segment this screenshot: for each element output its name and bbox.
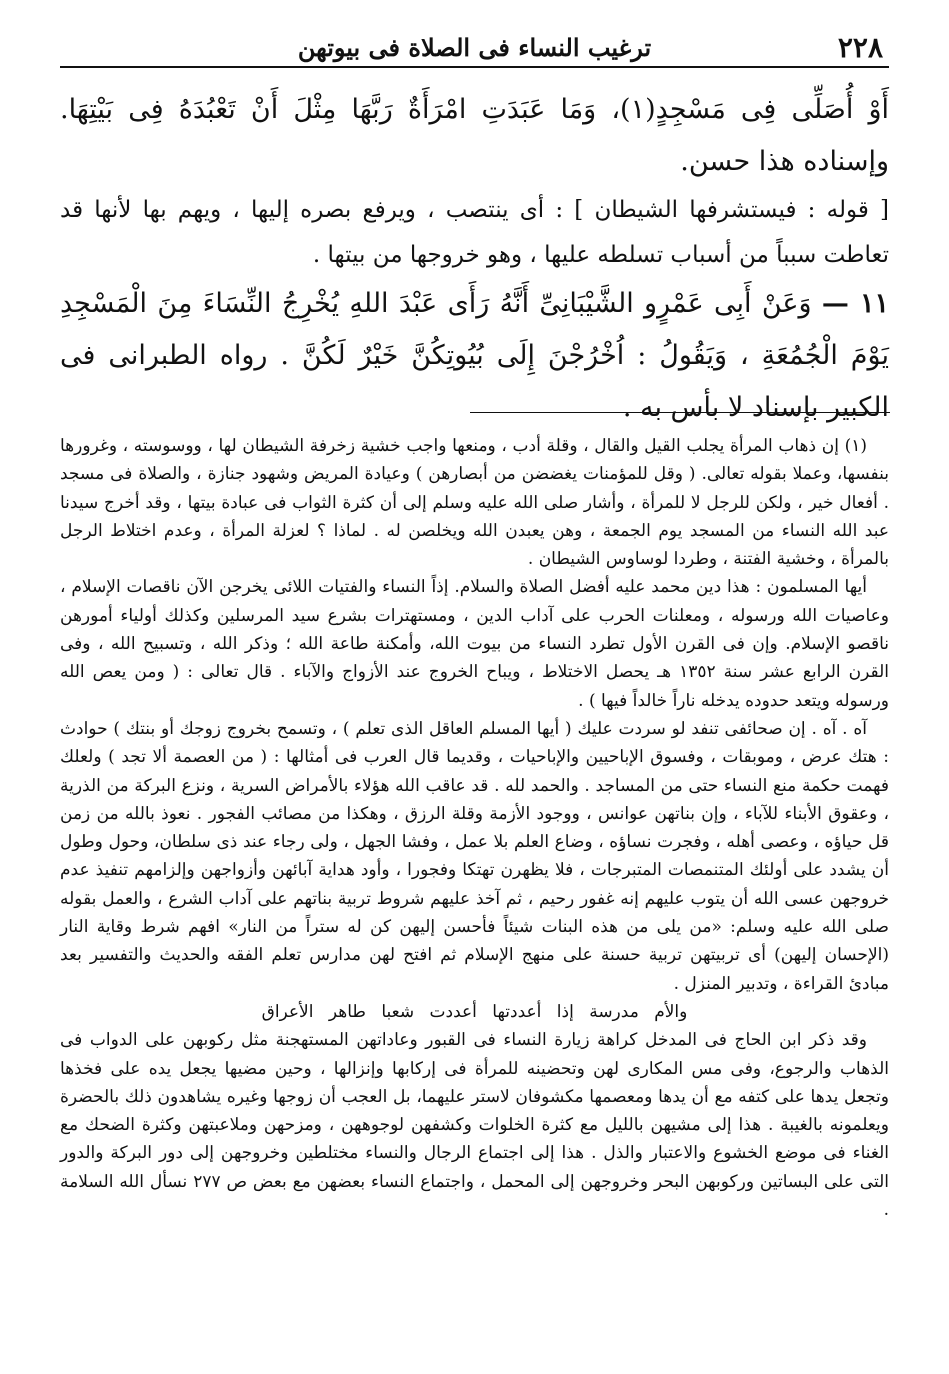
commentary-paragraph: [ قوله : فيستشرفها الشيطان ] : أى ينتصب ، ويرفع بصره إليها ، ويهم بها لأنها قد تعاطت سبباً من أسباب تسلطه عليها ، وهو خروجها من بيتها . [60, 197, 889, 268]
footnotes [60, 432, 889, 1224]
footnote-paragraph-3: آه . آه . إن صحائفى تنفد لو سردت عليك ( أيها المسلم العاقل الذى تعلم ) ، وتسمح بخروج زوجك أو بنتك ) حوادث : هتك عرض ، وموبقات ، وفسوق الإباحيين والإباحيات ، وقديما قال العرب فى أمثالها : ( من العصمة ألا تجد ) ولعلك فهمت حكمة منع النساء حتى من المساجد . والحمد لله . قد عاقب الله هؤلاء بالأمراض السرية ، ونزع البركة من الذرية ، وعقوق الأبناء للآباء ، وإن بناتهن عوانس ، ووجود الأزمة وقلة الرزق ، وهكذا من مصائب الفجور . نعوذ بالله من زمن قل حياؤه ، وعصى أهله ، وفجرت نساؤه ، وضاع العلم بلا عمل ، وفشا الجهل ، ولى رجاء عند ذى سلطان، وحول وطول أن يشدد على أولئك المتنمصات المتبرجات ، فلا يظهرن تهتكا وفجورا ، وأود هداية آبائهن وأزواجهن وإلزامهم تنفيذ عدم خروجهن عسى الله أن يتوب عليهم إنه غفور رحيم ، ثم آخذ عليهم شروط تربية بناتهم على آداب الشرع ، والعمل بقوله صلى الله عليه وسلم: «من يلى من هذه البنات شيئاً فأحسن إليهن كن له ستراً من النار» افهم شرط وقاية النار (الإحسان إليهن) أى تربيتهن تربية حسنة على منهج الإسلام ثم افتح لهن مدارس تعلم الفقه والحديث والتفسير بعد مبادئ القراءة ، وتدبير المنزل . [60, 718, 889, 994]
running-title: ترغيب النساء فى الصلاة فى بيوتهن [297, 33, 652, 62]
footnote-paragraph-1: (١) إن ذهاب المرأة يجلب القيل والقال ، وقلة أدب ، ومنعها واجب خشية زخرفة الشيطان لها ، ووسوسته ، وغرورها بنفسها، وعملا بقوله تعالى. ( وقل للمؤمنات يغضضن من أبصارهن ) وعيادة المريض وشهود جنازة ، والصلاة فى مسجد . أفعال خير ، ولكن للرجل لا للمرأة ، وأشار صلى الله عليه وسلم إلى أن كثرة الثواب فى عبادة بيتها ، وقد أخرج سيدنا عبد الله النساء من المسجد يوم الجمعة ، وهن يعبدن الله ويخلصن له . لماذا ؟ لعزلة المرأة ، وعدم اختلاط الرجل بالمرأة ، وخشية الفتنة ، وطردا لوساوس الشيطان . [60, 436, 889, 570]
page-header [60, 26, 889, 68]
hadith-11-text: وَعَنْ أَبِى عَمْرٍو الشَّيْبَانِىِّ أَنَّهُ رَأَى عَبْدَ اللهِ يُخْرِجُ النِّسَاءَ مِنَ الْمَسْجِدِ يَوْمَ الْجُمُعَةِ ، وَيَقُولُ : اُخْرُجْنَ إِلَى بُيُوتِكُنَّ خَيْرٌ لَكُنَّ . رواه الطبرانى فى الكبير بإسناد لا بأس به . [60, 288, 889, 423]
footnote-paragraph-2: أيها المسلمون : هذا دين محمد عليه أفضل الصلاة والسلام. إذاً النساء والفتيات اللائى يخرجن الآن ناقصات الإسلام ، وعاصيات الله ورسوله ، ومعلنات الحرب على آداب الدين ، ومستهترات بشرع سيد المرسلين وكذلك أولياء أمورهن ناقصو الإسلام. وإن فى القرن الأول تطرد النساء من بيوت الله، وأمكنة طاعة الله ؛ وذكر الله ، وتسبيح الله ، وفى القرن الرابع عشر سنة ١٣٥٢ هـ يحصل الاختلاط ، ويباح الخروج عند الأزواج والآباء . قال تعالى : ( ومن يعص الله ورسوله ويتعد حدوده يدخله ناراً خالداً فيها ) . [60, 577, 889, 711]
page-number: ٢٢٨ [837, 31, 883, 64]
hadith-number: ١١ — [821, 288, 889, 319]
poetry-verse: والأم مدرسة إذا أعددتها أعددت شعبا طاهر الأعراق [261, 1001, 688, 1022]
hadith-continuation: أَوْ أُصَلِّى فِى مَسْجِدٍ(١)، وَمَا عَبَدَتِ امْرَأَةٌ رَبَّهَا مِثْلَ أَنْ تَعْبُدَهُ فِى بَيْتِهَا. وإسناده هذا حسن. [60, 94, 889, 177]
main-text [60, 84, 889, 434]
footnote-separator [470, 412, 890, 413]
hadith-11 [60, 278, 889, 434]
footnote-paragraph-4: وقد ذكر ابن الحاج فى المدخل كراهة زيارة النساء فى القبور وعاداتهن المستهجنة مثل ركوبهن على الدواب فى الذهاب والرجوع، وفى مس المكارى لهن وتحضينه للمرأة فى إركابها وإنزالها ، وحين مضيها يجعل يده على فخذها وتجعل يدها على كتفه مع أن يدها ومعصمها مكشوفان لاستر عليهما، بل العجب أن زوجها وغيره يشاهدون ذلك بالحضرة ويعلمونه بالغيبة . هذا إلى مشيهن بالليل مع كثرة الخلوات وكشفهن لوجوههن ، ومزحهن وملاعبتهن وكثرة الضحك مع الغناء فى موضع الخشوع والاعتبار والذل . هذا إلى اجتماع الرجال والنساء مختلطين وخروجهن إلى دور البركة والدور التى على البساتين وركوبهن البحر وخروجهن إلى المحمل ، واجتماع النساء بعضهن مع بعض ص ٢٧٧ نسأل الله السلامة . [60, 1030, 890, 1221]
